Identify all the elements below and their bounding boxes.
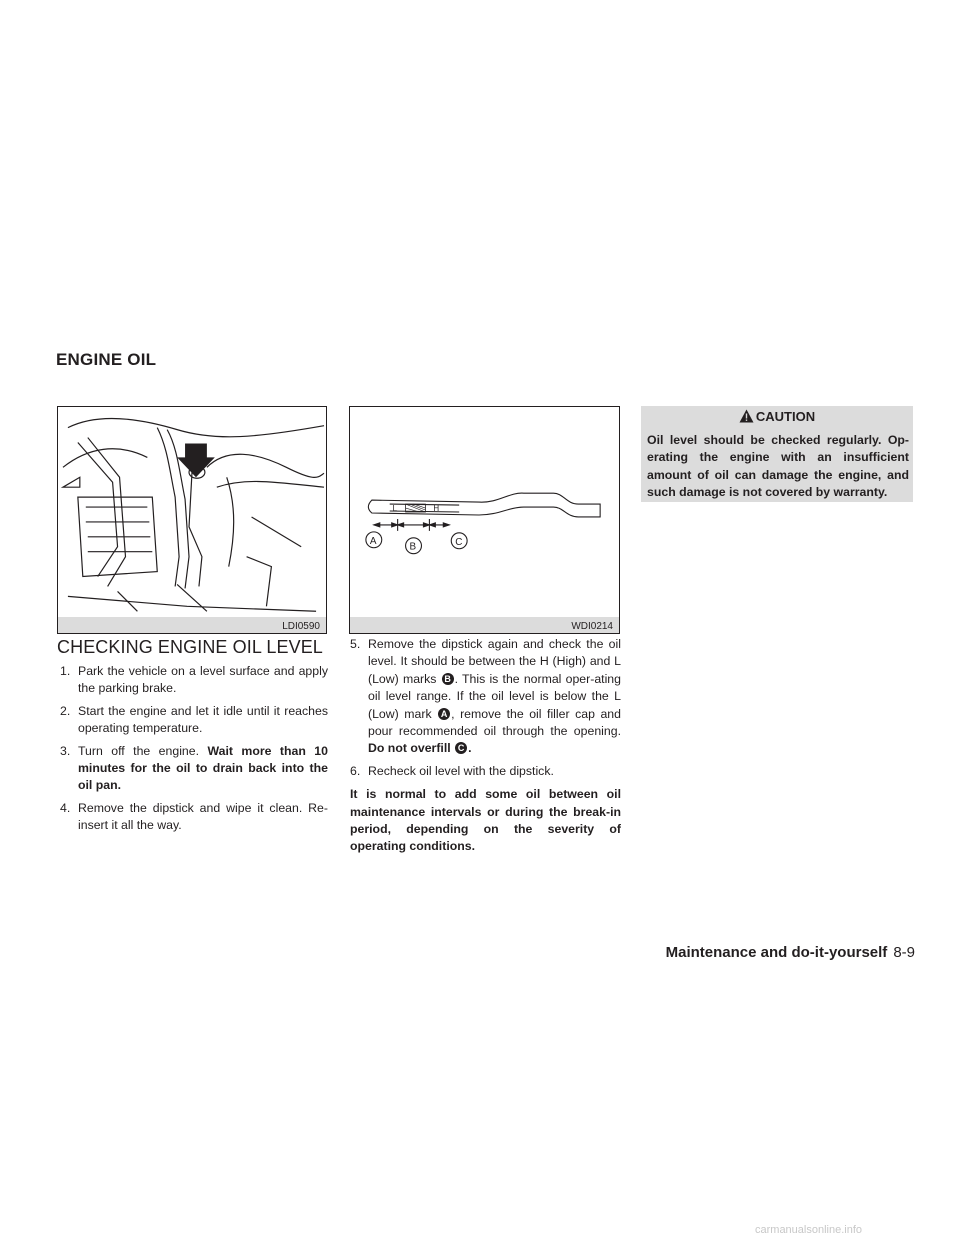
steps-left-column (60, 663, 328, 840)
chapter-title: Maintenance and do-it-yourself (665, 944, 888, 961)
caution-title: CAUTION (755, 409, 816, 424)
svg-text:H: H (433, 504, 440, 514)
figure-code: WDI0214 (571, 621, 613, 632)
arrow-down-icon (177, 444, 215, 478)
figure-caption-bar (350, 617, 619, 633)
marker-b: B (442, 673, 454, 685)
caution-header (641, 406, 913, 428)
svg-text:L: L (392, 504, 398, 514)
engine-illustration (58, 407, 326, 619)
label-a: A (369, 535, 377, 547)
subsection-title: CHECKING ENGINE OIL LEVEL (57, 637, 323, 657)
steps-middle-column (350, 636, 621, 856)
step-item: 5. Remove the dipstick again and check the oil level. It should be between the H (High) and L (Low) marks B . This is the normal oper-ating oil level range. If the oil level is below the L (Low) mark A , remove the oil filler cap and pour recommended oil through the opening. Do not overfill C . (350, 637, 621, 756)
step-item: 3. Turn off the engine. Wait more than 10 minutes for the oil to drain back into the oil pan. (60, 743, 328, 793)
label-c: C (455, 536, 463, 548)
normal-note: It is normal to add some oil between oil maintenance intervals or during the break-in period, depending on the severity of operating conditions. (350, 787, 621, 854)
page-number: 8-9 (893, 944, 915, 961)
figure-caption-bar (58, 617, 326, 633)
watermark: carmanualsonline.info (755, 1224, 863, 1236)
engine-figure (57, 406, 327, 634)
marker-a: A (438, 708, 450, 720)
step-item: 4. Remove the dipstick and wipe it clean. Re-insert it all the way. (60, 800, 328, 833)
step-item: 6. Recheck oil level with the dipstick. (350, 763, 554, 778)
figure-code: LDI0590 (282, 621, 320, 632)
step-item: 2. Start the engine and let it idle until it reaches operating temperature. (60, 703, 328, 736)
page-footer (666, 944, 915, 961)
dipstick-figure (349, 406, 620, 634)
dipstick-illustration (350, 407, 619, 619)
label-b: B (409, 541, 417, 553)
section-title: ENGINE OIL (56, 350, 157, 369)
step-item: 1. Park the vehicle on a level surface and apply the parking brake. (60, 664, 328, 696)
marker-c: C (455, 742, 467, 754)
caution-text: Oil level should be checked regularly. Op-erating the engine with an insufficient amount of oil can damage the engine, and such damage is not covered by warranty. (641, 428, 913, 502)
warning-icon (739, 409, 754, 423)
